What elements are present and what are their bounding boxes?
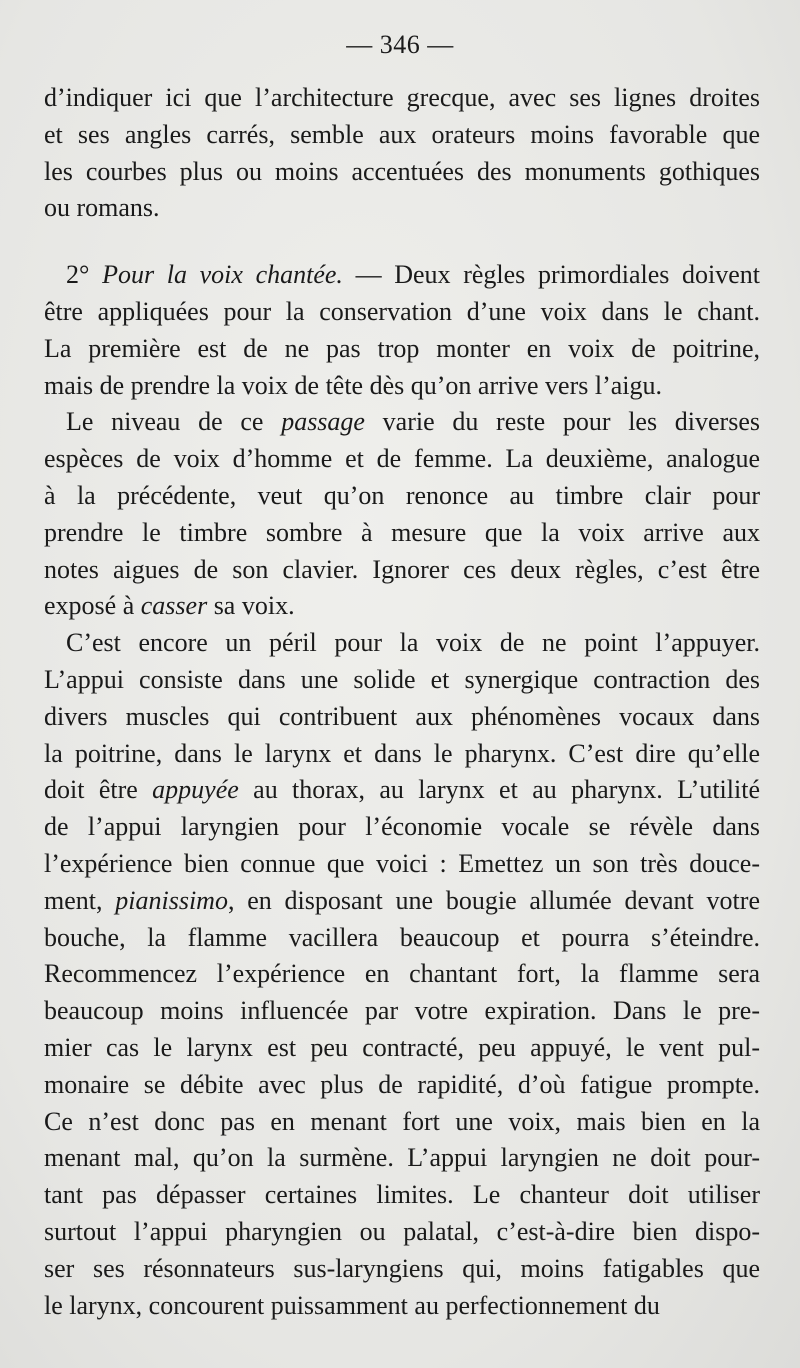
text-line: L’appui consiste dans une solide et synergique contraction des bbox=[44, 664, 760, 694]
text-line: Le niveau de ce passage varie du reste pour les diverses bbox=[66, 407, 760, 437]
text-line: mais de prendre la voix de tête dès qu’on arrive vers l’aigu. bbox=[44, 370, 662, 400]
text-line: espèces de voix d’homme et de femme. La deuxième, analogue bbox=[44, 444, 760, 474]
text-line: La première est de ne pas trop monter en voix de poitrine, bbox=[44, 333, 760, 363]
text-line: prendre le timbre sombre à mesure que la voix arrive aux bbox=[44, 517, 760, 547]
paragraph bbox=[44, 80, 760, 227]
text-line: à la précédente, veut qu’on renonce au timbre clair pour bbox=[44, 480, 760, 510]
text-line: monaire se débite avec plus de rapidité, d’où fatigue prompte. bbox=[44, 1069, 760, 1099]
text-line: 2° Pour la voix chantée. — Deux règles primordiales doivent bbox=[66, 260, 761, 290]
text-line: beaucoup moins influencée par votre expiration. Dans le pre- bbox=[44, 996, 760, 1026]
text-line: C’est encore un péril pour la voix de ne point l’appuyer. bbox=[66, 628, 760, 658]
section-gap bbox=[44, 227, 760, 257]
paragraph bbox=[44, 257, 760, 404]
text-line: ser ses résonnateurs sus-laryngiens qui, moins fatigables que bbox=[44, 1253, 760, 1283]
text-line: les courbes plus ou moins accentuées des monuments gothiques bbox=[44, 156, 760, 186]
text-line: être appliquées pour la conservation d’une voix dans le chant. bbox=[44, 296, 760, 326]
text-line: Ce n’est donc pas en menant fort une voix, mais bien en la bbox=[44, 1106, 760, 1136]
text-line: notes aigues de son clavier. Ignorer ces deux règles, c’est être bbox=[44, 554, 760, 584]
text-line: bouche, la flamme vacillera beaucoup et pourra s’éteindre. bbox=[44, 922, 760, 952]
text-line: doit être appuyée au thorax, au larynx et au pharynx. L’utilité bbox=[44, 775, 760, 805]
text-line: l’expérience bien connue que voici : Emettez un son très douce- bbox=[44, 848, 760, 878]
text-line: d’indiquer ici que l’architecture grecque, avec ses lignes droites bbox=[44, 83, 760, 112]
paragraph bbox=[44, 404, 760, 625]
text-line: menant mal, qu’on la surmène. L’appui laryngien ne doit pour- bbox=[44, 1143, 760, 1173]
text-line: la poitrine, dans le larynx et dans le pharynx. C’est dire qu’elle bbox=[44, 738, 760, 768]
text-line: Recommencez l’expérience en chantant fort, la flamme sera bbox=[44, 959, 760, 989]
text-line: le larynx, concourent puissamment au perfectionnement du bbox=[44, 1290, 660, 1320]
text-line: exposé à casser sa voix. bbox=[44, 591, 295, 621]
page-number: — 346 — bbox=[346, 30, 454, 59]
text-line: surtout l’appui pharyngien ou palatal, c’est-à-dire bien dispo- bbox=[44, 1216, 760, 1246]
text-line: de l’appui laryngien pour l’économie vocale se révèle dans bbox=[44, 812, 760, 842]
paragraph bbox=[44, 625, 760, 1324]
text-line: mier cas le larynx est peu contracté, peu appuyé, le vent pul- bbox=[44, 1032, 760, 1062]
text-line: divers muscles qui contribuent aux phénomènes vocaux dans bbox=[44, 701, 760, 731]
text-line: tant pas dépasser certaines limites. Le chanteur doit utiliser bbox=[44, 1180, 760, 1210]
text-line: ou romans. bbox=[44, 193, 160, 223]
text-line: et ses angles carrés, semble aux orateurs moins favorable que bbox=[44, 119, 760, 149]
body-text bbox=[44, 80, 760, 1324]
text-line: ment, pianissimo, en disposant une bougie allumée devant votre bbox=[44, 885, 760, 915]
